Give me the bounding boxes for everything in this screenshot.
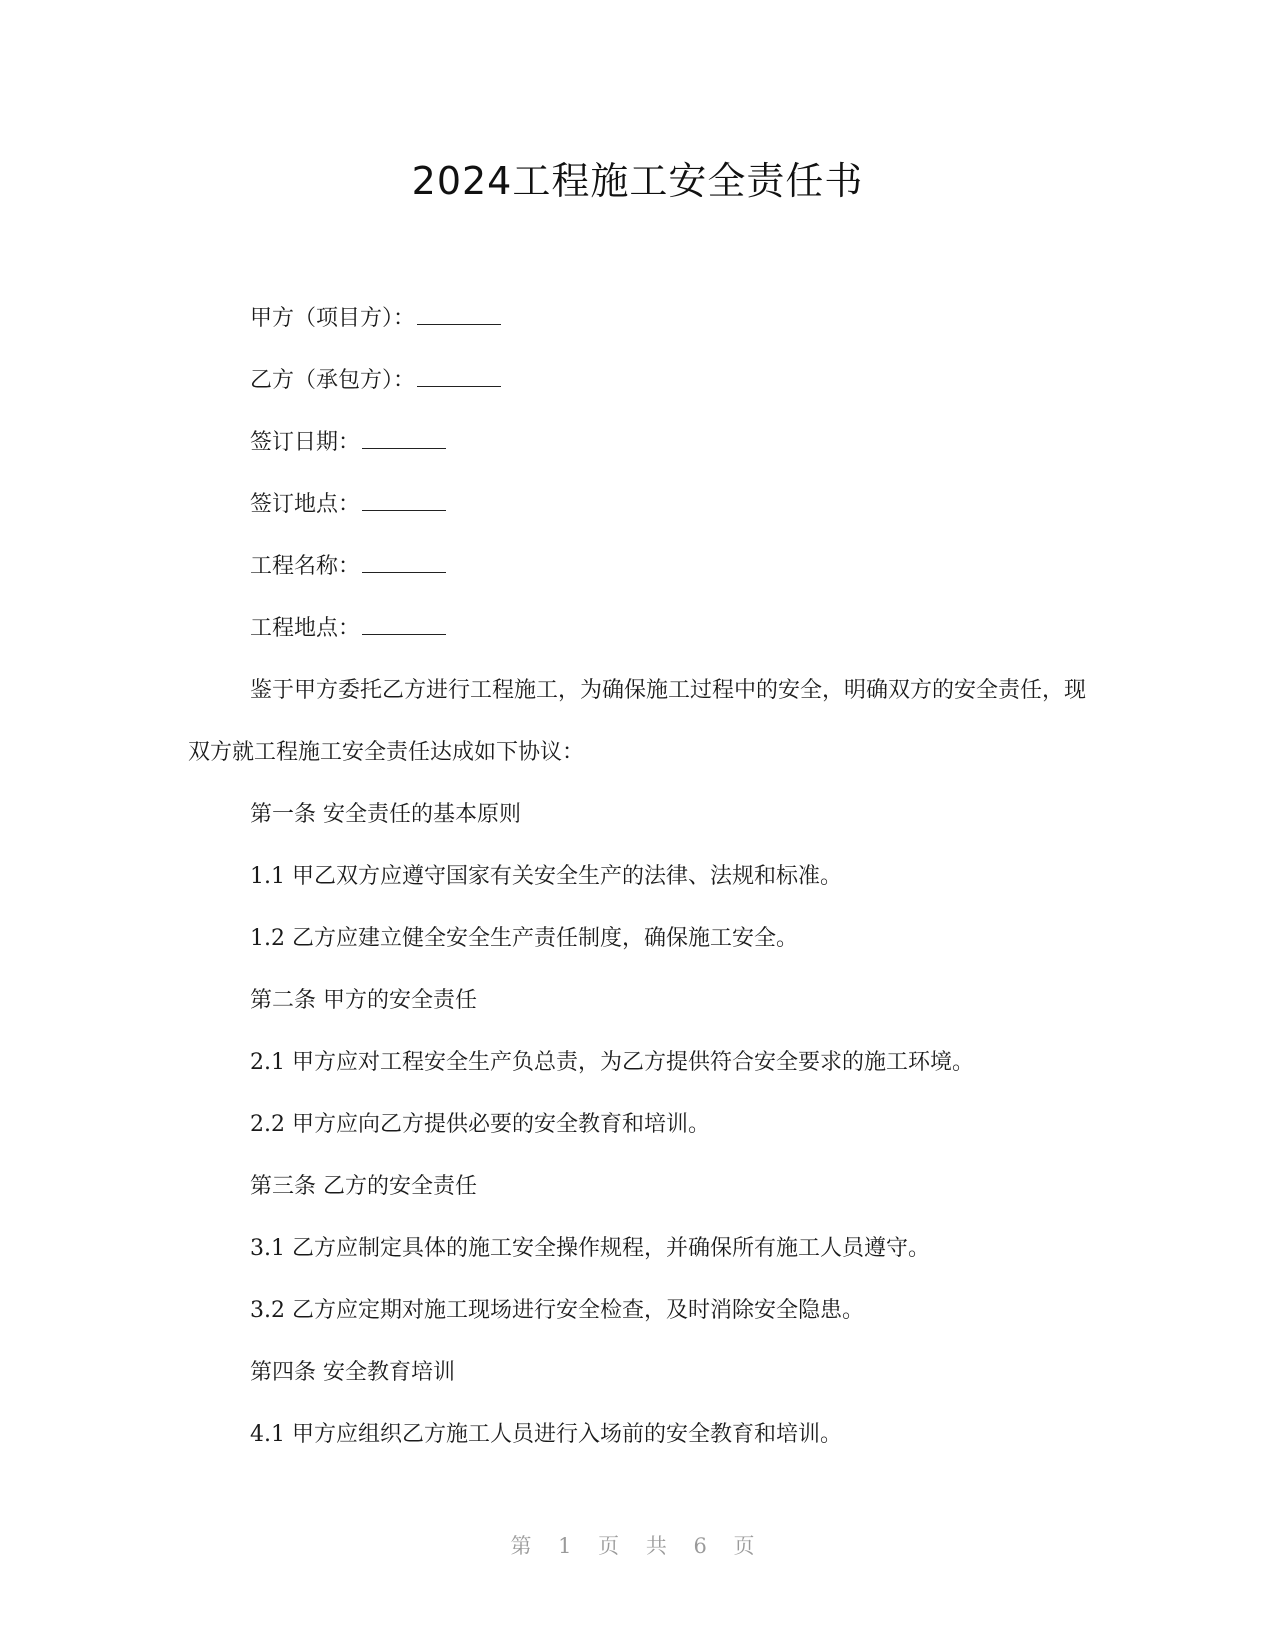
clause: 2.1 甲方应对工程安全生产负总责，为乙方提供符合安全要求的施工环境。: [250, 1050, 974, 1075]
article-heading: 第一条 安全责任的基本原则: [250, 802, 521, 827]
field-project-place: [188, 598, 1088, 660]
field-sign-date: [188, 412, 1088, 474]
field-label: 工程名称：: [250, 554, 361, 579]
article-heading: 第四条 安全教育培训: [250, 1360, 455, 1385]
intro-paragraph: 鉴于甲方委托乙方进行工程施工，为确保施工过程中的安全，明确双方的安全责任，现双方就工程施工安全责任达成如下协议：: [188, 678, 1087, 765]
clause: 3.2 乙方应定期对施工现场进行安全检查，及时消除安全隐患。: [250, 1298, 864, 1323]
field-party-a: [188, 288, 1088, 350]
clause: 4.1 甲方应组织乙方施工人员进行入场前的安全教育和培训。: [250, 1422, 842, 1447]
blank-line: [362, 422, 446, 449]
field-party-b: [188, 350, 1088, 412]
field-project-name: [188, 536, 1088, 598]
blank-line: [362, 484, 446, 511]
article-heading: 第二条 甲方的安全责任: [250, 988, 477, 1013]
document-body: [188, 288, 1088, 1466]
field-label: 甲方（项目方）：: [250, 306, 416, 331]
field-label: 签订地点：: [250, 492, 361, 517]
document-title: 2024工程施工安全责任书: [411, 159, 864, 203]
clause: 1.1 甲乙双方应遵守国家有关安全生产的法律、法规和标准。: [250, 864, 842, 889]
field-sign-place: [188, 474, 1088, 536]
clause: 1.2 乙方应建立健全安全生产责任制度，确保施工安全。: [250, 926, 798, 951]
blank-line: [417, 360, 501, 387]
blank-line: [417, 298, 501, 325]
field-label: 工程地点：: [250, 616, 361, 641]
clause: 3.1 乙方应制定具体的施工安全操作规程，并确保所有施工人员遵守。: [250, 1236, 930, 1261]
blank-line: [362, 608, 446, 635]
blank-line: [362, 546, 446, 573]
clause: 2.2 甲方应向乙方提供必要的安全教育和培训。: [250, 1112, 710, 1137]
field-label: 签订日期：: [250, 430, 361, 455]
page-footer: 第 1 页 共 6 页: [510, 1534, 765, 1558]
field-label: 乙方（承包方）：: [250, 368, 416, 393]
article-heading: 第三条 乙方的安全责任: [250, 1174, 477, 1199]
